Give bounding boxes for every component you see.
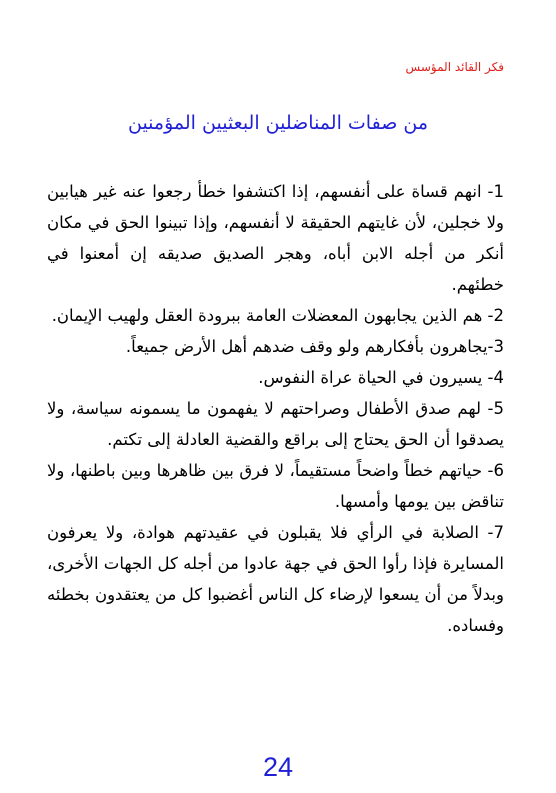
list-item: 5- لهم صدق الأطفال وصراحتهم لا يفهمون ما يسمونه سياسة، ولا يصدقوا أن الحق يحتاج إلى براقع والقضية العادلة إلى تكتم. (47, 399, 504, 449)
list-item: 7- الصلابة في الرأي فلا يقبلون في عقيدتهم هوادة، ولا يعرفون المسايرة فإذا رأوا الحق في جهة عادوا من أجله كل الجهات الأخرى، وبدلاً من أن يسعوا لإرضاء كل الناس أغضبوا كل من يعتقدون بخطئه وفساده. (47, 523, 504, 635)
list-item: 6- حياتهم خطاً واضحاً مستقيماً، لا فرق بين ظاهرها وبين باطنها، ولا تناقض بين يومها وأمسها. (47, 461, 504, 511)
list-item: 2- هم الذين يجابهون المعضلات العامة ببرودة العقل ولهيب الإيمان. (51, 306, 504, 325)
page-number: 24 (262, 752, 294, 782)
list-item: 3-يجاهرون بأفكارهم ولو وقف ضدهم أهل الأرض جميعاً. (125, 337, 504, 356)
list-item: 4- يسيرون في الحياة عراة النفوس. (258, 368, 504, 387)
body-text (47, 176, 504, 641)
list-item: 1- انهم قساة على أنفسهم، إذا اكتشفوا خطأ رجعوا عنه غير هيابين ولا خجلين، لأن غايتهم الحقيقة لا أنفسهم، وإذا تبينوا الحق في مكان أنكر من أجله الابن أباه، وهجر الصديق صديقه إن أمعنوا في خطئهم. (47, 182, 504, 294)
section-title: من صفات المناضلين البعثيين المؤمنين (127, 112, 429, 134)
running-header: فكر القائد المؤسس (405, 60, 504, 74)
